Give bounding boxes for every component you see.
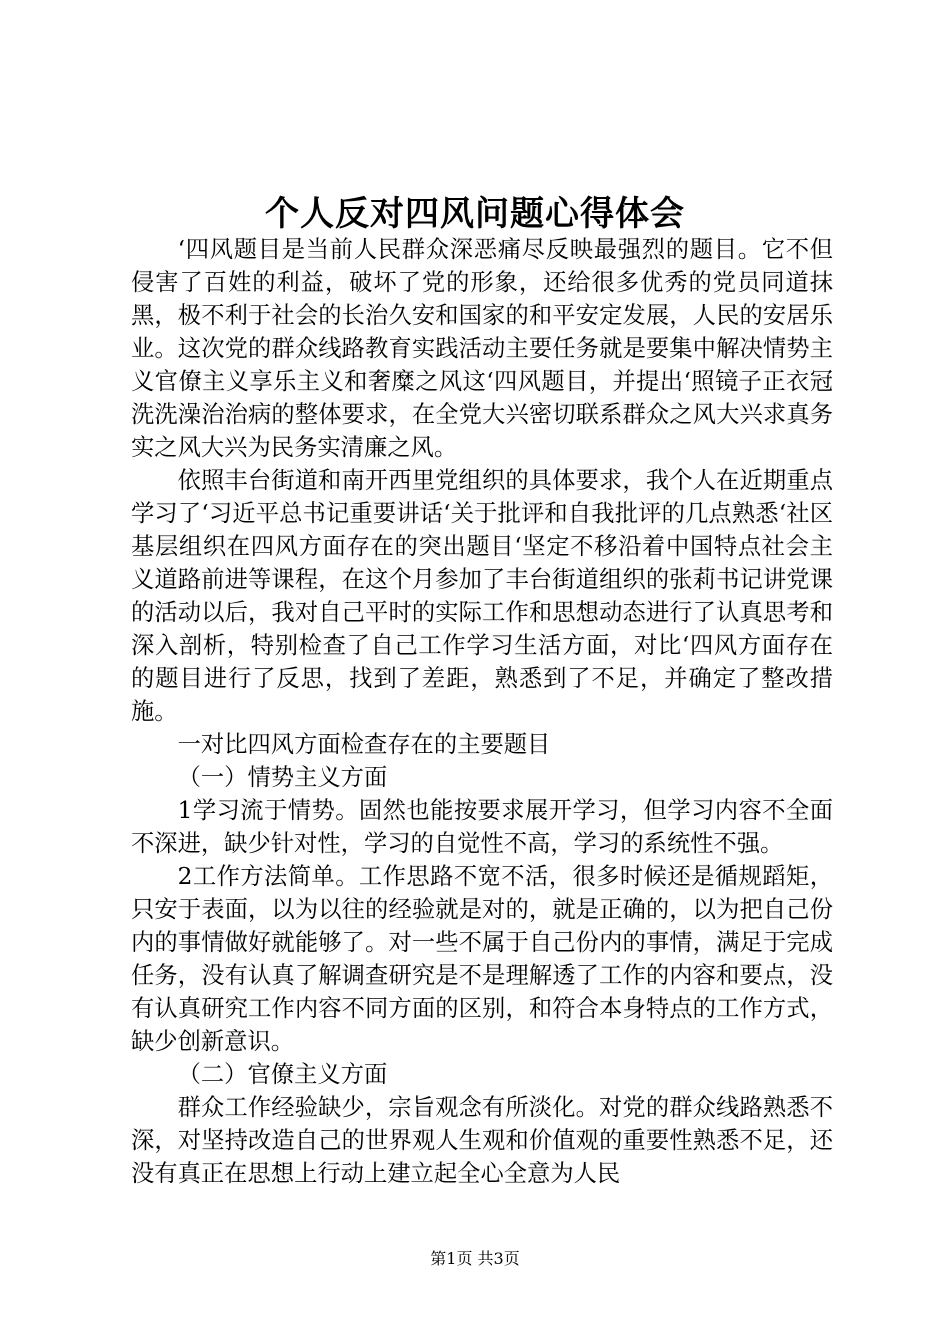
document-body bbox=[131, 233, 833, 1190]
section-heading-main-problems: 一对比四风方面检查存在的主要题目 bbox=[177, 731, 551, 758]
paragraph-bureaucracy: 群众工作经验缺少，宗旨观念有所淡化。对党的群众线路熟悉不深，对坚持改造自己的世界观人生观和价值观的重要性熟悉不足，还没有真正在思想上行动上建立起全心全意为人民 bbox=[131, 1094, 833, 1187]
document-title: 个人反对四风问题心得体会 bbox=[265, 194, 685, 234]
subsection-heading-bureaucracy: （二）官僚主义方面 bbox=[177, 1061, 388, 1088]
subsection-heading-formalism: （一）情势主义方面 bbox=[177, 764, 388, 791]
paragraph-formalism-1: 1学习流于情势。固然也能按要求展开学习，但学习内容不全面不深进，缺少针对性，学习的自觉性不高，学习的系统性不强。 bbox=[131, 797, 833, 857]
paragraph-study: 依照丰台街道和南开西里党组织的具体要求，我个人在近期重点学习了‘习近平总书记重要讲话‘关于批评和自我批评的几点熟悉‘社区基层组织在四风方面存在的突出题目‘坚定不移沿着中国特点社会主义道路前进等课程，在这个月参加了丰台街道组织的张莉书记讲党课的活动以后，我对自己平时的实际工作和思想动态进行了认真思考和深入剖析，特别检查了自己工作学习生活方面，对比‘四风方面存在的题目进行了反思，找到了差距，熟悉到了不足，并确定了整改措施。 bbox=[131, 467, 833, 725]
page-footer: 第1页 共3页 bbox=[430, 1249, 520, 1268]
paragraph-intro: ‘四风题目是当前人民群众深恶痛尽反映最强烈的题目。它不但侵害了百姓的利益，破坏了党的形象，还给很多优秀的党员同道抹黑，极不利于社会的长治久安和国家的和平安定发展，人民的安居乐业。这次党的群众线路教育实践活动主要任务就是要集中解决情势主义官僚主义享乐主义和奢糜之风这‘四风题目，并提出‘照镜子正衣冠洗洗澡治治病的整体要求，在全党大兴密切联系群众之风大兴求真务实之风大兴为民务实清廉之风。 bbox=[131, 236, 833, 461]
paragraph-formalism-2: 2工作方法简单。工作思路不宽不活，很多时候还是循规蹈矩，只安于表面，以为以往的经验就是对的，就是正确的，以为把自己份内的事情做好就能够了。对一些不属于自己份内的事情，满足于完成任务，没有认真了解调查研究是不是理解透了工作的内容和要点，没有认真研究工作内容不同方面的区别，和符合本身特点的工作方式，缺少创新意识。 bbox=[131, 863, 833, 1055]
